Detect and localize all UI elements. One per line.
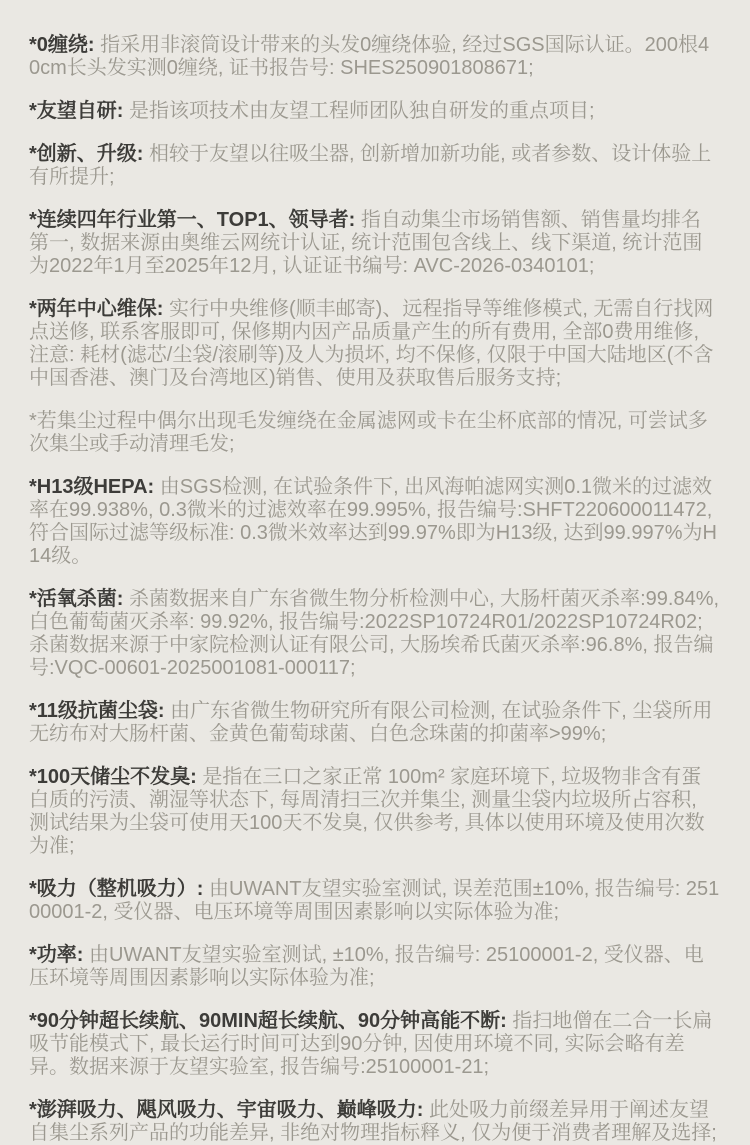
footnote-paragraph (29, 1010, 720, 1079)
footnote-text: 相较于友望以往吸尘器, 创新增加新功能, 或者参数、设计体验上有所提升; (29, 143, 712, 188)
footnote-term: *两年中心维保: (29, 298, 169, 320)
footnote-text: 指采用非滚筒设计带来的头发0缠绕体验, 经过SGS国际认证。200根40cm长头发实测0缠绕, 证书报告号: SHES250901808671; (29, 34, 710, 79)
footnote-text: 杀菌数据来自广东省微生物分析检测中心, 大肠杆菌灭杀率:99.84%,白色葡萄菌灭杀率: 99.92%, 报告编号:2022SP10724R01/2022SP10724R02; 杀菌数据来源于中家院检测认证有限公司, 大肠埃希氏菌灭杀率:96.8%, 报告编号:VQC-00601-2025001081-000117; (29, 588, 720, 679)
footnote-paragraph (29, 34, 720, 80)
footnote-text: 由SGS检测, 在试验条件下, 出风海帕滤网实测0.1微米的过滤效率在99.938%, 0.3微米的过滤效率在99.995%, 报告编号:SHFT220600011472, 符合国际过滤等级标准: 0.3微米效率达到99.97%即为H13级, 达到99.997%为H14级。 (29, 476, 717, 567)
footnote-term: *友望自研: (29, 100, 129, 122)
footnote-text: 是指该项技术由友望工程师团队独自研发的重点项目; (129, 100, 595, 122)
footnote-text: 由广东省微生物研究所有限公司检测, 在试验条件下, 尘袋所用无纺布对大肠杆菌、金黄色葡萄球菌、白色念珠菌的抑菌率>99%; (29, 700, 713, 745)
footnote-text: 实行中央维修(顺丰邮寄)、远程指导等维修模式, 无需自行找网点送修, 联系客服即可, 保修期内因产品质量产生的所有费用, 全部0费用维修, 注意: 耗材(滤芯/尘袋/滚刷等)及人为损坏, 均不保修, 仅限于中国大陆地区(不含中国香港、澳门及台湾地区)销售、使用及获取售后服务支持; (29, 298, 714, 389)
footnote-paragraph (29, 209, 720, 278)
footnote-text: 指自动集尘市场销售额、销售量均排名第一, 数据来源由奥维云网统计认证, 统计范围包含线上、线下渠道, 统计范围为2022年1月至2025年12月, 认证证书编号: AVC-2026-0340101; (29, 209, 703, 277)
footnote-text: *若集尘过程中偶尔出现毛发缠绕在金属滤网或卡在尘杯底部的情况, 可尝试多次集尘或手动清理毛发; (29, 410, 708, 455)
footnote-paragraph (29, 410, 720, 456)
footnote-term: *连续四年行业第一、TOP1、领导者: (29, 209, 361, 231)
footnote-paragraph (29, 766, 720, 858)
footnote-term: *活氧杀菌: (29, 588, 129, 610)
footnote-paragraph (29, 476, 720, 568)
footnote-text: 由UWANT友望实验室测试, 误差范围±10%, 报告编号: 25100001-2, 受仪器、电压环境等周围因素影响以实际体验为准; (29, 878, 720, 923)
footnote-paragraph (29, 298, 720, 390)
footnote-term: *0缠绕: (29, 34, 101, 56)
footnote-term: *90分钟超长续航、90MIN超长续航、90分钟高能不断: (29, 1010, 513, 1032)
footnote-paragraph (29, 944, 720, 990)
footnote-text: 是指在三口之家正常 100m² 家庭环境下, 垃圾物非含有蛋白质的污渍、潮湿等状态下, 每周清扫三次并集尘, 测量尘袋内垃圾所占容积, 测试结果为尘袋可使用天100天不发臭, 仅供参考, 具体以使用环境及使用次数为准; (29, 766, 705, 857)
footnote-term: *100天储尘不发臭: (29, 766, 203, 788)
footnote-term: *澎湃吸力、飓风吸力、宇宙吸力、巅峰吸力: (29, 1099, 429, 1121)
footnote-paragraph (29, 700, 720, 746)
footnote-text: 由UWANT友望实验室测试, ±10%, 报告编号: 25100001-2, 受仪器、电压环境等周围因素影响以实际体验为准; (29, 944, 704, 989)
footnote-term: *H13级HEPA: (29, 476, 160, 498)
footnote-paragraph (29, 100, 720, 123)
footnote-paragraph (29, 1099, 720, 1145)
footnote-paragraph (29, 143, 720, 189)
footnote-term: *创新、升级: (29, 143, 149, 165)
footnote-paragraph (29, 588, 720, 680)
footnote-term: *吸力（整机吸力）: (29, 878, 209, 900)
footnote-paragraph (29, 878, 720, 924)
footnote-text: 此处吸力前缀差异用于阐述友望自集尘系列产品的功能差异, 非绝对物理指标释义, 仅为便于消费者理解及选择; (29, 1099, 717, 1144)
footnote-text: 指扫地僧在二合一长扁吸节能模式下, 最长运行时间可达到90分钟, 因使用环境不同, 实际会略有差异。数据来源于友望实验室, 报告编号:25100001-21; (29, 1010, 713, 1078)
footnote-term: *11级抗菌尘袋: (29, 700, 171, 722)
footnote-term: *功率: (29, 944, 89, 966)
